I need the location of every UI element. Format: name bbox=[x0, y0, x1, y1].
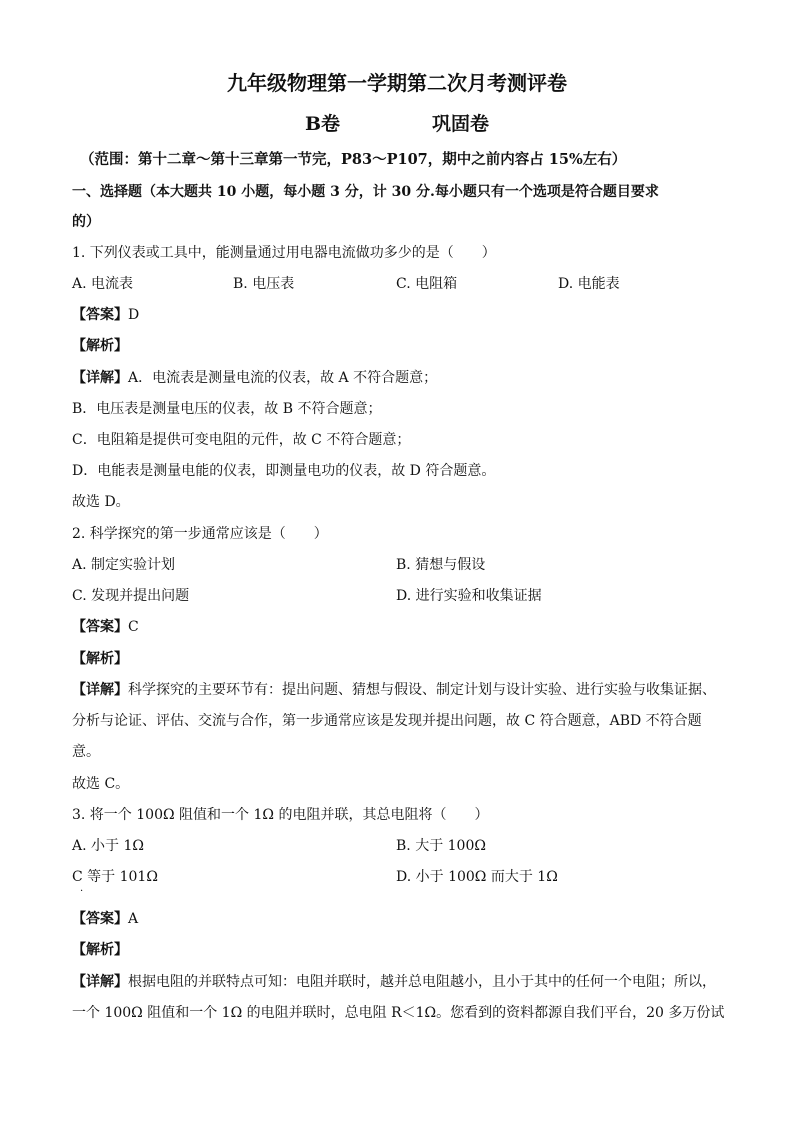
q2-analysis bbox=[72, 649, 128, 669]
answer-tag: 【答案】 bbox=[72, 911, 128, 927]
q3-option-a: A. 小于 1Ω bbox=[72, 838, 144, 854]
q3-detail-1 bbox=[72, 972, 716, 992]
q1-option-b: B. 电压表 bbox=[233, 276, 295, 292]
stray-mark: · bbox=[80, 886, 84, 897]
q2-conclusion: 故选 C。 bbox=[72, 776, 130, 792]
q2-detail-3: 意。 bbox=[72, 744, 100, 760]
q1-stem: 1. 下列仪表或工具中，能测量通过用电器电流做功多少的是（ ） bbox=[72, 245, 496, 261]
q1-detail-2: B．电压表是测量电压的仪表，故 B 不符合题意； bbox=[72, 401, 382, 417]
q3-detail-2: 一个 100Ω 阻值和一个 1Ω 的电阻并联时，总电阻 R＜1Ω。您看到的资料都源自我们平台，20 多万份试 bbox=[72, 1005, 725, 1021]
q3-answer bbox=[72, 909, 138, 929]
q1-detail-1 bbox=[72, 368, 437, 388]
q3-option-d: D. 小于 100Ω 而大于 1Ω bbox=[396, 869, 558, 885]
q2-stem: 2. 科学探究的第一步通常应该是（ ） bbox=[72, 526, 328, 542]
q2-detail-2: 分析与论证、评估、交流与合作，第一步通常应该是发现并提出问题，故 C 符合题意，ABD 不符合题 bbox=[72, 713, 702, 729]
q2-option-a: A. 制定实验计划 bbox=[72, 557, 176, 573]
answer-tag: 【答案】 bbox=[72, 619, 128, 635]
section-heading-cont: 的） bbox=[72, 214, 100, 230]
detail-tag: 【详解】 bbox=[72, 682, 128, 698]
q3-answer-value: A bbox=[128, 911, 139, 927]
analysis-tag: 【解析】 bbox=[72, 942, 128, 958]
q2-answer bbox=[72, 617, 139, 637]
q3-stem: 3. 将一个 100Ω 阻值和一个 1Ω 的电阻并联，其总电阻将（ ） bbox=[72, 807, 489, 823]
analysis-tag: 【解析】 bbox=[72, 338, 128, 354]
q2-option-c: C. 发现并提出问题 bbox=[72, 588, 190, 604]
q2-detail-1 bbox=[72, 680, 716, 700]
q1-answer bbox=[72, 305, 139, 325]
q2-option-b: B. 猜想与假设 bbox=[396, 557, 486, 573]
q2-detail-text: 科学探究的主要环节有：提出问题、猜想与假设、制定计划与设计实验、进行实验与收集证据、 bbox=[128, 682, 716, 698]
q3-option-b: B. 大于 100Ω bbox=[396, 838, 486, 854]
detail-tag: 【详解】 bbox=[72, 974, 128, 990]
q3-detail-text: 根据电阻的并联特点可知：电阻并联时，越并总电阻越小，且小于其中的任何一个电阻；所以， bbox=[128, 974, 716, 990]
q3-analysis bbox=[72, 940, 128, 960]
q1-detail-3: C．电阻箱是提供可变电阻的元件，故 C 不符合题意； bbox=[72, 432, 411, 448]
q1-option-a: A. 电流表 bbox=[72, 276, 134, 292]
q1-detail-4: D．电能表是测量电能的仪表，即测量电功的仪表，故 D 符合题意。 bbox=[72, 463, 496, 479]
analysis-tag: 【解析】 bbox=[72, 651, 128, 667]
paper-subtitle bbox=[0, 111, 794, 137]
q1-detail-text: A．电流表是测量电流的仪表，故 A 不符合题意； bbox=[128, 370, 438, 386]
q1-conclusion: 故选 D。 bbox=[72, 494, 130, 510]
section-heading: 一、选择题（本大题共 10 小题，每小题 3 分，计 30 分.每小题只有一个选项是符合题目要求 bbox=[72, 184, 659, 200]
detail-tag: 【详解】 bbox=[72, 370, 128, 386]
subtitle-type: 巩固卷 bbox=[432, 113, 490, 135]
q1-answer-value: D bbox=[128, 307, 140, 323]
q1-option-c: C. 电阻箱 bbox=[396, 276, 458, 292]
q1-analysis bbox=[72, 336, 128, 356]
q2-option-d: D. 进行实验和收集证据 bbox=[396, 588, 542, 604]
subtitle-volume: B卷 bbox=[304, 113, 341, 135]
answer-tag: 【答案】 bbox=[72, 307, 128, 323]
exam-range: （范围：第十二章～第十三章第一节完，P83～P107，期中之前内容占 15%左右） bbox=[80, 151, 627, 168]
q2-answer-value: C bbox=[128, 619, 139, 635]
q1-option-d: D. 电能表 bbox=[558, 276, 620, 292]
page-title: 九年级物理第一学期第二次月考测评卷 bbox=[227, 71, 567, 95]
q3-option-c: C 等于 101Ω bbox=[72, 869, 158, 885]
